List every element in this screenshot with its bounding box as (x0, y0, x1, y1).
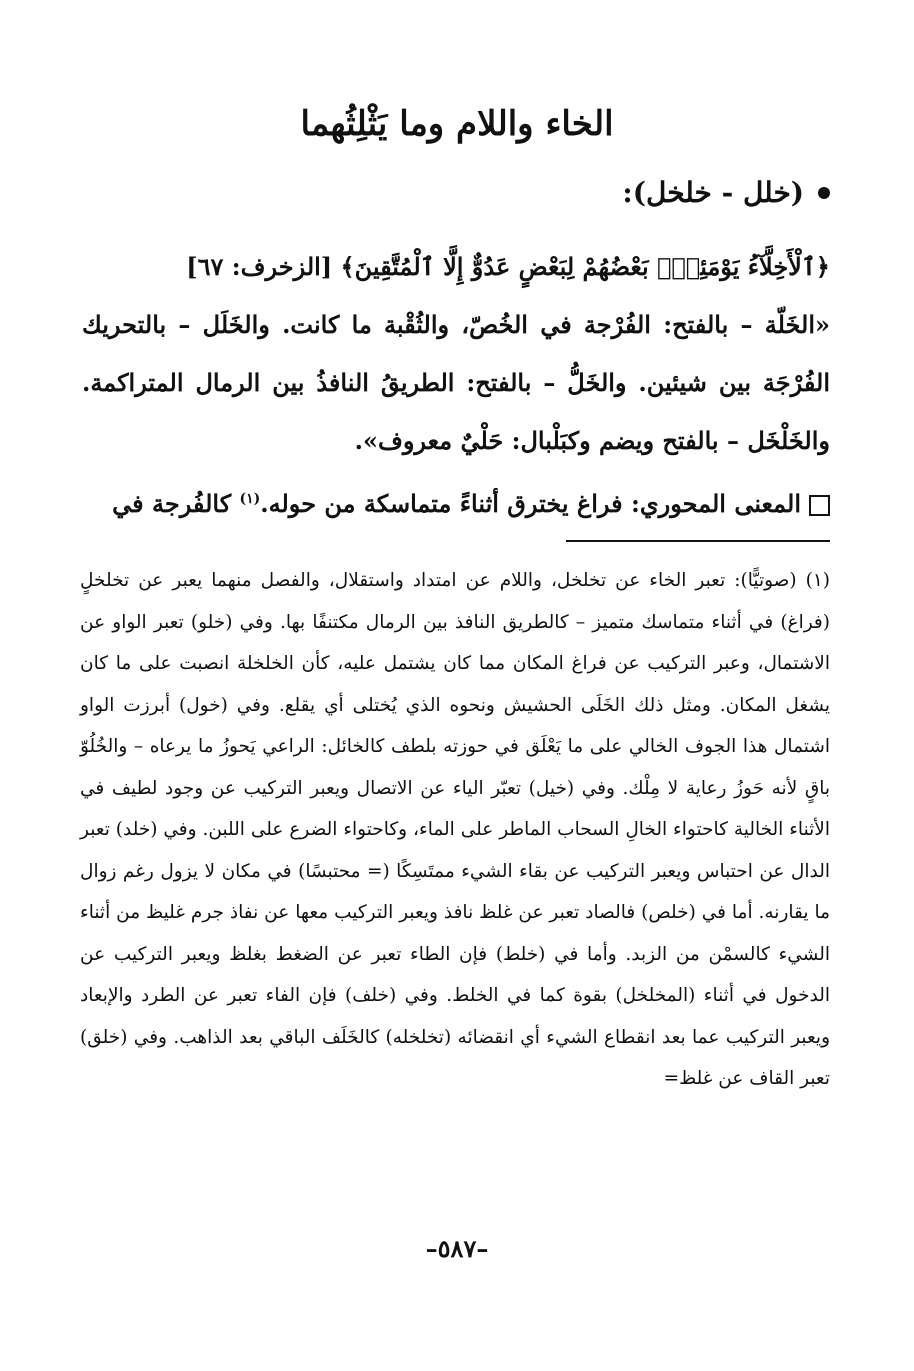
footnote (80, 560, 830, 1100)
core-meaning-text: المعنى المحوري: فراغ يخترق أثناءً متماسكة من حوله. (260, 489, 801, 518)
entry-heading: (خلل - خلخل): (622, 176, 804, 209)
footnote-reference[interactable]: (١) (239, 491, 261, 507)
quran-verse: ﴿ٱلْأَخِلَّآءُ يَوْمَئِذٍۭ بَعْضُهُمْ لِبَعْضٍ عَدُوٌّ إِلَّا ٱلْمُتَّقِينَ﴾ [الزخرف: ٦٧] (186, 252, 830, 281)
page-number: –٥٨٧– (425, 1234, 489, 1263)
definition-quote: «الخَلّة – بالفتح: الفُرْجة في الخُصّ، والثُقْبة ما كانت. والخَلَل – بالتحريك الفُرْجَة بين شيئين. والخَلُّ – بالفتح: الطريقُ النافذُ بين الرمال المتراكمة. والخَلْخَل – بالفتح ويضم وكبَلْبال: حَلْيٌ معروف». (82, 310, 830, 455)
main-text (82, 238, 830, 533)
page-title: الخاء واللام وما يَثْلِثُهما (300, 104, 614, 144)
core-meaning (82, 470, 830, 533)
square-icon (809, 495, 830, 516)
footnote-text: (١) (صوتيًّا): تعبر الخاء عن تخلخل، واللام عن امتداد واستقلال، والفصل منهما يعبر عن تخلخلٍ (فراغ) في أثناء متماسك متميز – كالطريق النافذ بين الرمال مكتنفًا بها. وفي (خلو) تعبر الواو عن الاشتمال، وعبر التركيب عن فراغ المكان مما كان يشتمل عليه، كأن الخلخلة انصبت على ما كان يشغل المكان. ومثل ذلك الخَلَى الحشيش ونحوه الذي يُختلى أي يقلع. وفي (خول) أبرزت الواو اشتمال هذا الجوف الخالي على ما يَعْلَق في حوزته بلطف كالخائل: الراعي يَحوزُ ما يرعاه – والخُلُوّ باقٍ لأنه حَوزُ رعاية لا مِلْك. وفي (خيل) تعبّر الياء عن الاتصال ويعبر التركيب عن وجود لطيف في الأثناء الخالية كاحتواء الخالِ السحاب الماطر على الماء، وكاحتواء الضرع على اللبن. وفي (خلد) تعبر الدال عن احتباس ويعبر التركيب عن بقاء الشيء ممتَسِكًا (= محتبسًا) في مكان لا يزول رغم زوال ما يقارنه. أما في (خلص) فالصاد تعبر عن غلظ نافذ ويعبر التركيب معها عن نفاذ جرم غليظ من أثناء الشيء كالسمْن من الزبد. وأما في (خلط) فإن الطاء تعبر عن الضغط بغلظ ويعبر التركيب عن الدخول في أثناء (المخلخل) بقوة كما في الخلط. وفي (خلف) فإن الفاء تعبر عن الطرد والإبعاد ويعبر التركيب عما بعد انقطاع الشيء أي انقضائه (تخلخله) كالخَلَف الباقي بعد الذاهب. وفي (خلق) تعبر القاف عن غلظ= (80, 570, 830, 1089)
entry-heading-row (622, 176, 830, 209)
bullet-icon (818, 187, 830, 199)
core-meaning-tail: كالفُرجة في (112, 489, 232, 518)
footnote-divider (566, 540, 830, 542)
